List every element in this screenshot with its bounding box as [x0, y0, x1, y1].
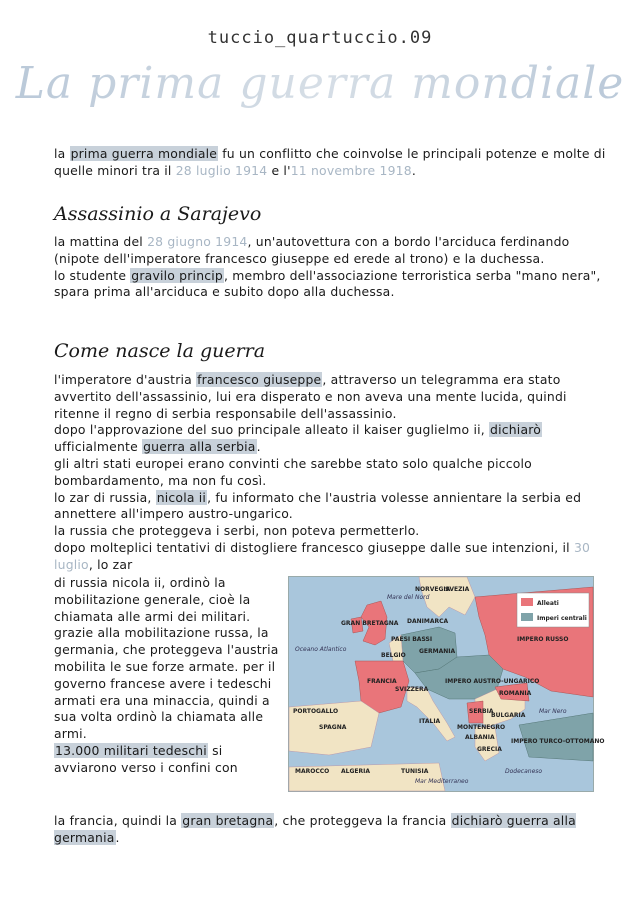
come-nasce-text-narrow: di russia nicola ii, ordinò la mobilitazione generale, cioè la chiamata alle armi dei militari. grazie alla mobilitazione russa, la germania, che proteggeva l'austria mobilita le sue forze armate. per il governo francese avere i tedeschi armati era una minaccia, quindi a sua volta ordinò la chiamata alle armi. 13.000 militari tedeschi si avviarono verso i confini con	[54, 575, 279, 775]
svg-text:NORVEGIA: NORVEGIA	[415, 586, 451, 593]
highlight: gravilo princip	[131, 267, 223, 283]
svg-text:SERBIA: SERBIA	[469, 708, 494, 715]
come-nasce-text-final: la francia, quindi la gran bretagna, che proteggeva la francia dichiarò guerra alla germania.	[54, 813, 576, 845]
date: 11 novembre 1918	[290, 162, 412, 178]
page-title: La prima guerra mondiale	[0, 58, 640, 109]
legend-imperi: Imperi centrali	[537, 615, 587, 622]
svg-text:PORTOGALLO: PORTOGALLO	[293, 708, 339, 715]
svg-text:ALGERIA: ALGERIA	[341, 768, 370, 775]
section-heading-sarajevo: Assassinio a Sarajevo	[54, 203, 262, 225]
svg-text:SPAGNA: SPAGNA	[319, 724, 347, 731]
sarajevo-text: la mattina del 28 giugno 1914, un'autovettura con a bordo l'arciduca ferdinando (nipote dell'imperatore francesco giuseppe ed erede al trono) e la duchessa. lo studente gravilo princip, membro dell'associazione terroristica serba "mano nera", spara prima all'arciduca e subito dopo alla duchessa.	[54, 234, 601, 300]
author-handle: tuccio_quartuccio.09	[207, 28, 433, 48]
date: 28 giugno 1914	[147, 234, 248, 249]
svg-text:FRANCIA: FRANCIA	[367, 678, 397, 685]
svg-text:TUNISIA: TUNISIA	[401, 768, 429, 775]
highlight: francesco giuseppe	[197, 372, 322, 387]
highlight: nicola ii	[156, 489, 207, 505]
legend-alleati: Alleati	[537, 600, 559, 607]
svg-text:GRAN BRETAGNA: GRAN BRETAGNA	[341, 620, 399, 627]
europe-alliances-map	[288, 576, 605, 792]
svg-text:ALBANIA: ALBANIA	[465, 734, 495, 741]
highlight: dichiarò guerra alla germania	[54, 813, 576, 845]
svg-text:SVEZIA: SVEZIA	[445, 586, 470, 593]
highlight: gran bretagna	[182, 813, 274, 828]
svg-text:MAROCCO: MAROCCO	[295, 768, 330, 775]
svg-text:PAESI BASSI: PAESI BASSI	[391, 636, 433, 643]
highlight: prima guerra mondiale	[70, 146, 218, 161]
svg-text:IMPERO RUSSO: IMPERO RUSSO	[517, 636, 569, 643]
svg-text:IMPERO TURCO-OTTOMANO: IMPERO TURCO-OTTOMANO	[511, 738, 605, 745]
svg-text:Mar Mediterraneo: Mar Mediterraneo	[415, 778, 469, 785]
svg-text:MONTENEGRO: MONTENEGRO	[457, 724, 506, 731]
svg-text:IMPERO AUSTRO-UNGARICO: IMPERO AUSTRO-UNGARICO	[445, 678, 540, 685]
svg-text:GERMANIA: GERMANIA	[419, 648, 456, 655]
svg-text:Oceano Atlantico: Oceano Atlantico	[295, 646, 347, 653]
svg-text:DANIMARCA: DANIMARCA	[407, 618, 449, 625]
svg-text:ITALIA: ITALIA	[419, 718, 441, 725]
date: 30 luglio	[54, 539, 591, 572]
intro-paragraph: la prima guerra mondiale fu un conflitto che coinvolse le principali potenze e molte di quelle minori tra il 28 luglio 1914 e l'11 novembre 1918.	[54, 146, 606, 178]
highlight: 13.000 militari tedeschi	[55, 742, 207, 758]
date: 28 luglio 1914	[175, 162, 268, 178]
highlight: guerra alla serbia	[143, 439, 256, 455]
svg-text:Mare del Nord: Mare del Nord	[387, 594, 430, 601]
svg-text:Dodecaneso: Dodecaneso	[505, 768, 543, 775]
svg-text:GRECIA: GRECIA	[477, 746, 502, 753]
highlight: dichiarò	[490, 422, 542, 438]
section-heading-come-nasce: Come nasce la guerra	[54, 340, 266, 362]
svg-text:Mar Nero: Mar Nero	[539, 708, 567, 715]
svg-text:ROMANIA: ROMANIA	[499, 690, 532, 697]
svg-text:BULGARIA: BULGARIA	[491, 712, 526, 719]
come-nasce-text: l'imperatore d'austria francesco giuseppe, attraverso un telegramma era stato avvertito dell'assassinio, lui era disperato e non aveva una mente lucida, quindi ritenne il regno di serbia responsabile dell'assassinio. dopo l'approvazione del suo principale alleato il kaiser guglielmo ii, dichiarò ufficialmente guerra alla serbia. gli altri stati europei erano convinti che sarebbe stato solo qualche piccolo bombardamento, ma non fu così. lo zar di russia, nicola ii, fu informato che l'austria volesse annientare la serbia ed annettere all'impero austro-ungarico. la russia che proteggeva i serbi, non poteva permetterlo. dopo molteplici tentativi di distogliere francesco giuseppe dalle sue intenzioni, il 30 luglio, lo zar	[54, 372, 591, 572]
map-svg	[289, 577, 605, 791]
svg-text:BELGIO: BELGIO	[381, 652, 406, 659]
svg-text:SVIZZERA: SVIZZERA	[395, 686, 429, 693]
